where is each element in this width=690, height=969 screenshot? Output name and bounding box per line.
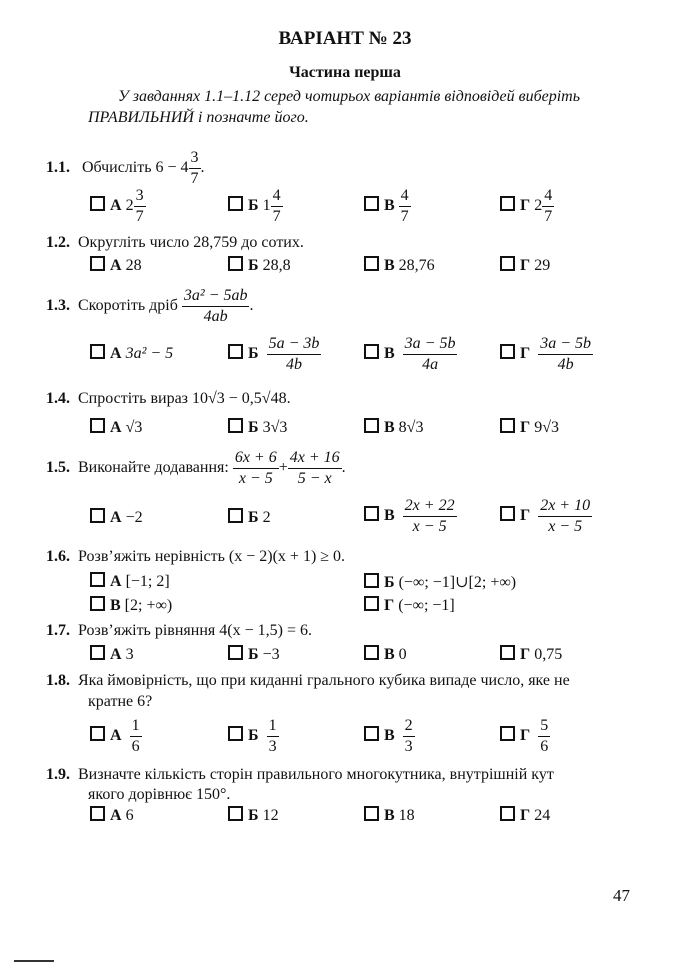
question-1-9: 1.9. Визначте кількість сторін правильного многокутника, внутрішній кут xyxy=(46,766,554,783)
option-b[interactable]: Б (−∞; −1]∪[2; +∞) xyxy=(364,572,516,592)
checkbox[interactable] xyxy=(228,418,243,433)
question-1-8-cont: кратне 6? xyxy=(88,693,153,710)
checkbox[interactable] xyxy=(364,726,379,741)
checkbox[interactable] xyxy=(90,196,105,211)
option-a[interactable]: А $\frac{1}{6}$ xyxy=(90,716,142,757)
checkbox[interactable] xyxy=(90,645,105,660)
option-d[interactable]: Г 0,75 xyxy=(500,645,562,664)
option-a[interactable]: А −2 xyxy=(90,508,143,527)
checkbox[interactable] xyxy=(228,726,243,741)
option-b[interactable]: Б 28,8 xyxy=(228,256,291,275)
question-1-9-cont: якого дорівнює 150°. xyxy=(88,786,231,803)
option-c[interactable]: В [2; +∞) xyxy=(90,596,172,615)
checkbox[interactable] xyxy=(228,256,243,271)
checkbox[interactable] xyxy=(364,645,379,660)
checkbox[interactable] xyxy=(500,344,515,359)
checkbox[interactable] xyxy=(90,256,105,271)
checkbox[interactable] xyxy=(500,506,515,521)
option-b[interactable]: Б −3 xyxy=(228,645,280,664)
checkbox[interactable] xyxy=(90,344,105,359)
option-d[interactable]: Г (−∞; −1] xyxy=(364,596,455,615)
checkbox[interactable] xyxy=(228,508,243,523)
option-a[interactable]: А 2 $\frac{3}{7}$ xyxy=(90,186,146,227)
option-a[interactable]: А 3 xyxy=(90,645,134,664)
option-d[interactable]: Г $\frac{2x + 10}{x - 5}$ xyxy=(500,496,592,537)
checkbox[interactable] xyxy=(364,344,379,359)
option-c[interactable]: В $\frac{2}{3}$ xyxy=(364,716,415,757)
option-a[interactable]: А 6 xyxy=(90,806,134,825)
checkbox[interactable] xyxy=(228,196,243,211)
checkbox[interactable] xyxy=(90,418,105,433)
question-text: Обчисліть 6 − 4 xyxy=(82,159,189,177)
question-1-1: 1.1. Обчисліть 6 − 4 $\frac{3}{7}$ . xyxy=(46,149,205,187)
option-d[interactable]: Г $\frac{5}{6}$ xyxy=(500,716,550,757)
option-c[interactable]: В $\frac{2x + 22}{x - 5}$ xyxy=(364,496,457,537)
checkbox[interactable] xyxy=(90,726,105,741)
option-b[interactable]: Б 12 xyxy=(228,806,279,825)
question-number: 1.1. xyxy=(46,159,70,177)
option-c[interactable]: В $\frac{4}{7}$ xyxy=(364,186,411,227)
checkbox[interactable] xyxy=(364,418,379,433)
page-title: ВАРІАНТ № 23 xyxy=(278,28,412,49)
option-d[interactable]: Г $\frac{3a - 5b}{4b}$ xyxy=(500,334,593,375)
checkbox[interactable] xyxy=(500,645,515,660)
checkbox[interactable] xyxy=(90,806,105,821)
checkbox[interactable] xyxy=(500,806,515,821)
option-b[interactable]: Б 3√3 xyxy=(228,418,287,437)
option-a[interactable]: А 28 xyxy=(90,256,142,275)
option-b[interactable]: Б $\frac{1}{3}$ xyxy=(228,716,279,757)
divider xyxy=(14,960,54,962)
fraction: $\frac{3}{7}$ xyxy=(190,149,199,187)
option-c[interactable]: В $\frac{3a - 5b}{4a}$ xyxy=(364,334,457,375)
option-d[interactable]: Г 24 xyxy=(500,806,550,825)
option-a[interactable]: А [−1; 2] xyxy=(90,572,170,591)
option-b[interactable]: Б 2 xyxy=(228,508,271,527)
option-a[interactable]: А 3a² − 5 xyxy=(90,344,173,363)
checkbox[interactable] xyxy=(228,645,243,660)
option-b[interactable]: Б $\frac{5a - 3b}{4b}$ xyxy=(228,334,321,375)
option-c[interactable]: В 8√3 xyxy=(364,418,423,437)
checkbox[interactable] xyxy=(364,573,379,588)
question-1-5: 1.5. Виконайте додавання: $\frac{6x + 6}{x - 5}$ + $\frac{4x + 16}{5 - x}$ . xyxy=(46,449,346,487)
question-1-7: 1.7. Розв’яжіть рівняння 4(x − 1,5) = 6. xyxy=(46,622,312,639)
question-1-6: 1.6. Розв’яжіть нерівність (x − 2)(x + 1) ≥ 0. xyxy=(46,548,346,565)
checkbox[interactable] xyxy=(228,806,243,821)
checkbox[interactable] xyxy=(90,508,105,523)
checkbox[interactable] xyxy=(500,726,515,741)
option-b[interactable]: Б 1 $\frac{4}{7}$ xyxy=(228,186,283,227)
question-1-4: 1.4. Спростіть вираз 10√3 − 0,5√48. xyxy=(46,390,291,407)
option-a[interactable]: А √3 xyxy=(90,418,142,437)
option-d[interactable]: Г 9√3 xyxy=(500,418,559,437)
checkbox[interactable] xyxy=(364,806,379,821)
checkbox[interactable] xyxy=(90,596,105,611)
checkbox[interactable] xyxy=(364,506,379,521)
question-1-2: 1.2. Округліть число 28,759 до сотих. xyxy=(46,234,304,251)
checkbox[interactable] xyxy=(500,256,515,271)
option-d[interactable]: Г 29 xyxy=(500,256,550,275)
checkbox[interactable] xyxy=(500,418,515,433)
page-number: 47 xyxy=(613,886,630,905)
part-heading: Частина перша xyxy=(289,64,401,81)
option-c[interactable]: В 28,76 xyxy=(364,256,435,275)
checkbox[interactable] xyxy=(364,596,379,611)
question-1-8: 1.8. Яка ймовірність, що при киданні грального кубика випаде число, яке не xyxy=(46,672,570,689)
checkbox[interactable] xyxy=(228,344,243,359)
question-1-3: 1.3. Скоротіть дріб $\frac{\text{3a² − 5ab}}{4ab}$ . xyxy=(46,287,254,325)
checkbox[interactable] xyxy=(364,196,379,211)
option-c[interactable]: В 18 xyxy=(364,806,415,825)
checkbox[interactable] xyxy=(364,256,379,271)
instructions: У завданнях 1.1–1.12 серед чотирьох варіантів відповідей виберіть ПРАВИЛЬНИЙ і позначте його. xyxy=(88,88,580,126)
checkbox[interactable] xyxy=(90,572,105,587)
option-d[interactable]: Г 2 $\frac{4}{7}$ xyxy=(500,186,554,227)
option-c[interactable]: В 0 xyxy=(364,645,407,664)
checkbox[interactable] xyxy=(500,196,515,211)
